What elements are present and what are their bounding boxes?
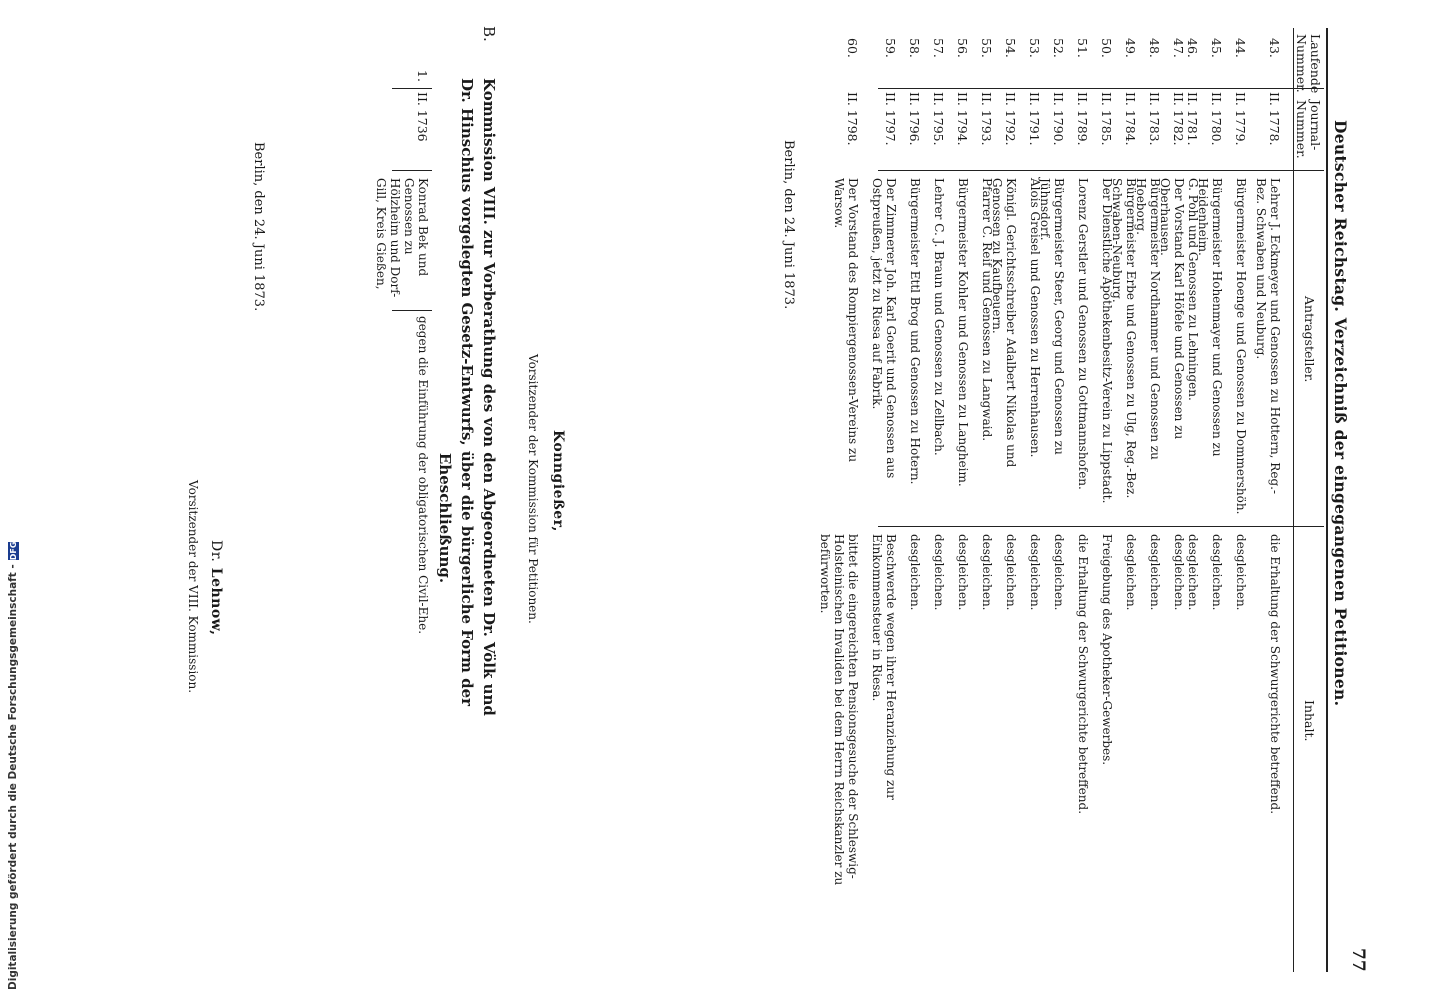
row-number: 58. (907, 38, 922, 58)
row-journal: II. 1782. (1171, 92, 1186, 146)
signer-b-prefix: Dr. (208, 540, 224, 563)
header-journal-2: Nummer. (1294, 100, 1309, 159)
row-antragsteller: Bürgermeister Erbe und Genossen zu Ulg, Reg.-Bez. Schwaben-Neuburg. (1110, 178, 1138, 499)
row-number: 48. (1147, 38, 1162, 58)
row-inhalt: desgleichen. (1124, 534, 1138, 611)
row-antragsteller: Königl. Gerichtsschreiber Adalbert Nikolas und Genossen zu Kaufbeuern. (990, 178, 1018, 468)
place-date-a: Berlin, den 24. Juni 1873. (781, 140, 796, 310)
row-inhalt: bittet die eingereichten Pensionsgesuche der Schleswig-Holsteinischen Invaliden bei dem Herrn Reichskanzler zu befürworten. (818, 534, 860, 886)
page-number: 77 (1348, 948, 1368, 972)
row-antragsteller: Lehrer J. Eckmeyer und Genossen zu Hottern, Reg.-Bez. Schwaben und Neuburg. (1254, 178, 1282, 494)
row-journal: II. 1780. (1209, 92, 1224, 146)
row-inhalt: desgleichen. (1210, 534, 1224, 611)
row-journal: II. 1784. (1123, 92, 1138, 146)
row-inhalt: desgleichen. (980, 534, 994, 611)
row-antragsteller: Alois Greisel und Genossen zu Herrenhausen. (1028, 178, 1042, 458)
row-antragsteller: Lorenz Gerstler und Genossen zu Gottmannshofen. (1076, 178, 1090, 490)
header-laufende-2: Nummer. (1294, 34, 1309, 93)
section-b-line-3: Eheschließung. (436, 452, 454, 584)
credit-text: Digitalisierung gefördert durch die Deutsche Forschungsgemeinschaft - (7, 564, 19, 990)
row-inhalt: desgleichen. (956, 534, 970, 611)
signer-b-role: Vorsitzender der VIII. Kommission. (186, 480, 200, 694)
dfg-logo: DFG (8, 541, 18, 561)
row-antragsteller: Bürgermeister Ettl Brog und Genossen zu Hotern. (908, 178, 922, 485)
row-inhalt: desgleichen. (1148, 534, 1162, 611)
row-number: 44. (1233, 38, 1248, 58)
row-number: 53. (1027, 38, 1042, 58)
row-number: 50. (1099, 38, 1114, 58)
row-journal: II. 1790. (1051, 92, 1066, 146)
section-b-row-antragsteller: Konrad Bek und Genossen zu Hölzheim und Dorf-Gill, Kreis Gießen, (374, 178, 430, 298)
section-b-line-2: Dr. Hinschius vorgelegten Gesetz-Entwurfs, über die bürgerliche Form der (458, 78, 476, 707)
signer-b-name: Lehnow, (208, 567, 224, 636)
row-inhalt: die Erhaltung der Schwurgerichte betreffend. (1268, 534, 1282, 815)
row-inhalt: desgleichen. (1172, 534, 1186, 611)
row-inhalt: desgleichen. (1004, 534, 1018, 611)
row-journal: II. 1798. (845, 92, 860, 146)
row-journal: II. 1792. (1003, 92, 1018, 146)
row-inhalt: Beschwerde wegen ihrer Heranziehung zur Einkommensteuer in Riesa. (870, 534, 898, 800)
row-number: 45. (1209, 38, 1224, 58)
row-antragsteller: Bürgermeister Hohenmayer und Genossen zu Heidenheim. (1196, 178, 1224, 457)
row-antragsteller: Der Dienstliche Apothekenbesitz-Verein zu Lippstadt. (1100, 178, 1114, 504)
section-b-divider-3 (392, 310, 432, 311)
row-antragsteller: Bürgermeister Steer, Georg und Genossen zu Jühnsdorf. (1038, 178, 1066, 455)
row-number: 47. (1171, 38, 1186, 58)
row-journal: II. 1791. (1027, 92, 1042, 146)
rule-top (1326, 28, 1328, 972)
row-journal: II. 1785. (1099, 92, 1114, 146)
header-journal-1: Journal- (1308, 100, 1323, 151)
row-number: 60. (845, 38, 860, 58)
row-number: 51. (1075, 38, 1090, 58)
row-antragsteller: Lehrer C. J. Braun und Genossen zu Zellbach. (932, 178, 946, 456)
row-journal: II. 1789. (1075, 92, 1090, 146)
header-inhalt: Inhalt. (1302, 700, 1317, 742)
header-laufende (1294, 34, 1322, 93)
section-b-row-journal: II. 1736 (415, 92, 430, 142)
place-date-b: Berlin, den 24. Juni 1873. (251, 142, 266, 312)
row-journal: II. 1779. (1233, 92, 1248, 146)
section-b-divider-2 (392, 170, 432, 171)
row-number: 52. (1051, 38, 1066, 58)
row-inhalt: Freigebung des Apotheker-Gewerbes. (1100, 534, 1114, 766)
section-b-title (434, 26, 500, 958)
row-number: 43. (1267, 38, 1282, 58)
row-antragsteller: Der Vorstand des Rompiergenossen-Vereins zu Warsow. (832, 178, 860, 463)
row-number: 59. (883, 38, 898, 58)
row-antragsteller: Der Zimmerer Joh. Karl Goerit und Genossen aus Ostpreußen, jetzt zu Riesa auf Fabrik. (870, 178, 898, 479)
row-number: 55. (979, 38, 994, 58)
row-journal: II. 1796. (907, 92, 922, 146)
row-antragsteller: Bürgermeister Nordhammer und Genossen zu Hoeborg. (1134, 178, 1162, 460)
row-inhalt: desgleichen. (932, 534, 946, 611)
row-antragsteller: G. Pohl und Genossen zu Lehningen. (1186, 178, 1200, 401)
col-divider-3 (878, 526, 1324, 527)
row-journal: II. 1778. (1267, 92, 1282, 146)
signer-a-name: Konngießer, (550, 430, 566, 532)
section-b-divider-1 (392, 88, 432, 89)
row-inhalt: desgleichen. (1186, 534, 1200, 611)
header-laufende-1: Laufende (1308, 34, 1323, 94)
row-journal: II. 1781. (1185, 92, 1200, 146)
section-b-row-number: 1. (415, 70, 430, 82)
row-inhalt: desgleichen. (1028, 534, 1042, 611)
row-antragsteller: Bürgermeister Hoenge und Genossen zu Dommershöh. (1234, 178, 1248, 515)
page-title: Deutscher Reichstag. Verzeichniß der eingegangenen Petitionen. (1331, 120, 1350, 707)
row-number: 57. (931, 38, 946, 58)
row-antragsteller: Pfarrer C. Reif und Genossen zu Langwaid. (980, 178, 994, 442)
row-journal: II. 1783. (1147, 92, 1162, 146)
section-b-line-1: Kommission VIII. zur Vorberathung des von den Abgeordneten Dr. Völk und (480, 78, 498, 716)
section-b-letter: B. (480, 26, 498, 42)
col-divider-1 (878, 88, 1324, 89)
row-journal: II. 1795. (931, 92, 946, 146)
row-number: 46. (1185, 38, 1200, 58)
signer-b-name-group (208, 540, 224, 635)
row-number: 54. (1003, 38, 1018, 58)
row-inhalt: desgleichen. (1052, 534, 1066, 611)
row-journal: II. 1794. (955, 92, 970, 146)
row-journal: II. 1797. (883, 92, 898, 146)
row-inhalt: desgleichen. (1234, 534, 1248, 611)
row-inhalt: desgleichen. (908, 534, 922, 611)
header-antragsteller: Antragsteller. (1302, 296, 1317, 383)
row-journal: II. 1793. (979, 92, 994, 146)
row-inhalt: die Erhaltung der Schwurgerichte betreffend. (1076, 534, 1090, 815)
header-journal (1294, 100, 1322, 159)
row-antragsteller: Der Vorstand Karl Höfele und Genossen zu Oberhausen. (1158, 178, 1186, 440)
row-number: 56. (955, 38, 970, 58)
row-antragsteller: Bürgermeister Kohler und Genossen zu Langheim. (956, 178, 970, 487)
section-b-row-inhalt: gegen die Einführung der obligatorischen Civil-Ehe. (416, 316, 430, 635)
row-number: 49. (1123, 38, 1138, 58)
signer-a-role: Vorsitzender der Kommission für Petitionen. (526, 354, 540, 624)
